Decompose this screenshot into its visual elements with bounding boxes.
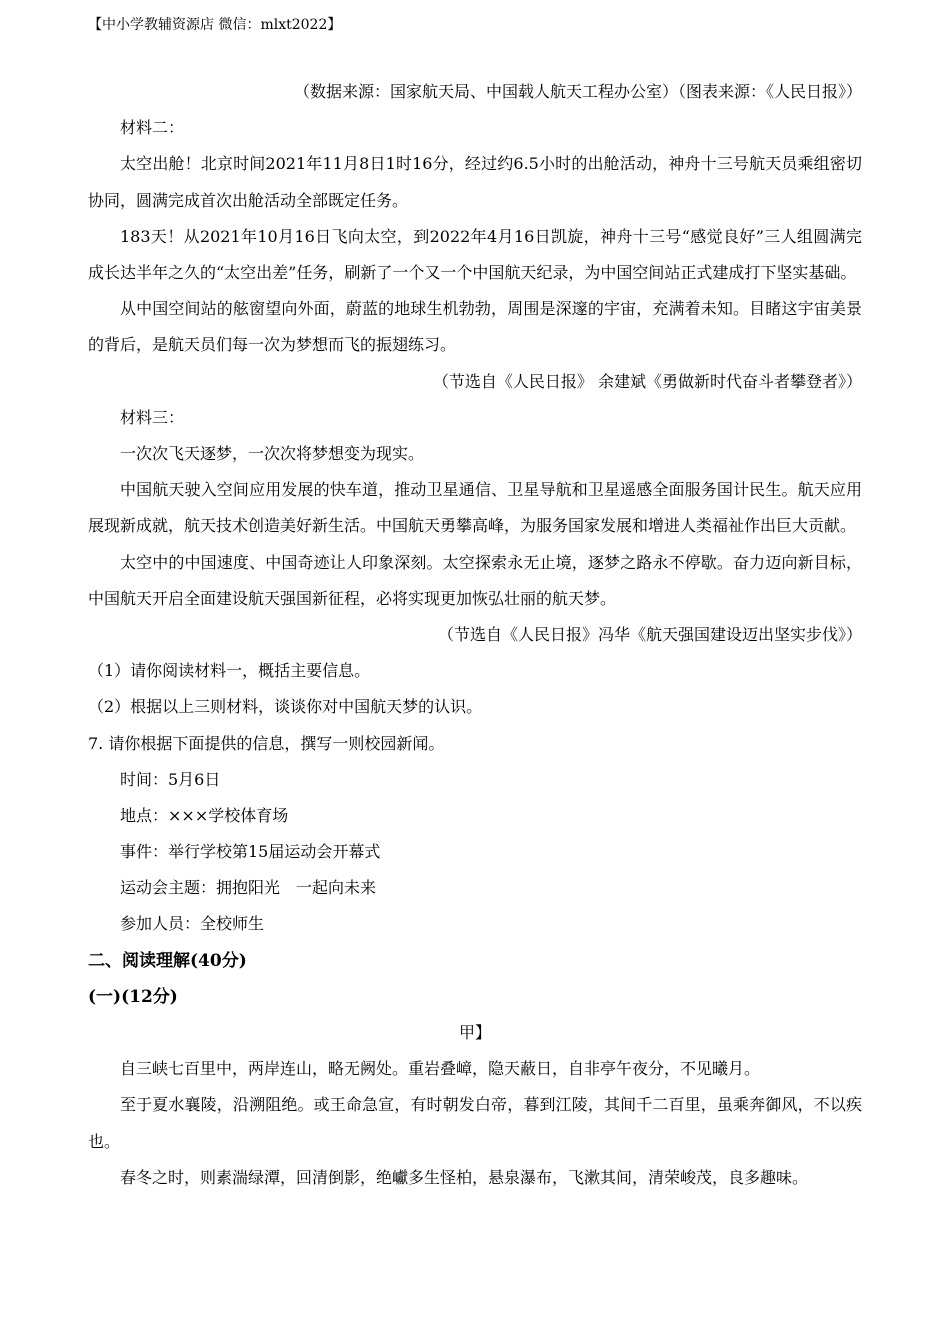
news-info-place: 地点：×××学校体育场 [120, 805, 289, 825]
question-6-2: （2）根据以上三则材料，谈谈你对中国航天梦的认识。 [88, 697, 483, 717]
material-3-paragraph-2: 中国航天驶入空间应用发展的快车道，推动卫星通信、卫星导航和卫星遥感全面服务国计民生。航天应用展现新成就，航天技术创造美好新生活。中国航天勇攀高峰，为服务国家发展和增进人类福祉作出巨大贡献。 [88, 480, 862, 536]
material-2-paragraph-3: 从中国空间站的舷窗望向外面，蔚蓝的地球生机勃勃，周围是深邃的宇宙，充满着未知。目睹这宇宙美景的背后，是航天员们每一次为梦想而飞的振翅练习。 [88, 299, 862, 355]
document-page [88, 74, 862, 1196]
material-3-paragraph-3: 太空中的中国速度、中国奇迹让人印象深刻。太空探索永无止境，逐梦之路永不停歇。奋力迈向新目标，中国航天开启全面建设航天强国新征程，必将实现更加恢弘壮丽的航天梦。 [88, 552, 862, 608]
question-6-1: （1）请你阅读材料一，概括主要信息。 [88, 661, 371, 681]
classical-text-paragraph-2: 至于夏水襄陵，沿溯阻绝。或王命急宣，有时朝发白帝，暮到江陵，其间千二百里，虽乘奔御风，不以疾也。 [88, 1095, 862, 1151]
source-note-2: （节选自《人民日报》 余建斌《勇做新时代奋斗者攀登者》） [432, 371, 862, 391]
news-info-participants: 参加人员：全校师生 [120, 914, 265, 934]
source-note-3: （节选自《人民日报》冯华《航天强国建设迈出坚实步伐》） [437, 624, 862, 644]
watermark-header: 【中小学教辅资源店 微信：mlxt2022】 [88, 17, 342, 33]
material-2-title: 材料二： [120, 118, 185, 138]
news-info-time: 时间：5月6日 [120, 769, 221, 789]
section-2-heading: 二、阅读理解(40分) [88, 950, 247, 971]
material-2-paragraph-2: 183天！从2021年10月16日飞向太空，到2022年4月16日凯旋，神舟十三号“感觉良好”三人组圆满完成长达半年之久的“太空出差”任务，刷新了一个又一个中国航天纪录，为中国空间站正式建成打下坚实基础。 [88, 226, 862, 282]
classical-text-paragraph-3: 春冬之时，则素湍绿潭，回清倒影，绝巘多生怪柏，悬泉瀑布，飞漱其间，清荣峻茂，良多趣味。 [120, 1167, 809, 1187]
text-a-label: 甲】 [458, 1023, 491, 1043]
material-3-title: 材料三： [120, 407, 185, 427]
source-note-1: （数据来源：国家航天局、中国载人航天工程办公室）（图表来源：《人民日报》） [293, 82, 862, 101]
material-3-paragraph-1: 一次次飞天逐梦，一次次将梦想变为现实。 [120, 443, 425, 463]
news-info-event: 事件：举行学校第15届运动会开幕式 [120, 842, 381, 862]
material-2-paragraph-1: 太空出舱！北京时间2021年11月8日1时16分，经过约6.5小时的出舱活动，神舟十三号航天员乘组密切协同，圆满完成首次出舱活动全部既定任务。 [88, 154, 862, 210]
question-7: 7. 请你根据下面提供的信息，撰写一则校园新闻。 [88, 733, 445, 753]
classical-text-paragraph-1: 自三峡七百里中，两岸连山，略无阙处。重岩叠嶂，隐天蔽日，自非亭午夜分，不见曦月。 [120, 1059, 761, 1079]
news-info-theme: 运动会主题：拥抱阳光 一起向未来 [120, 878, 377, 898]
subsection-1-heading: (一)(12分) [88, 986, 178, 1007]
